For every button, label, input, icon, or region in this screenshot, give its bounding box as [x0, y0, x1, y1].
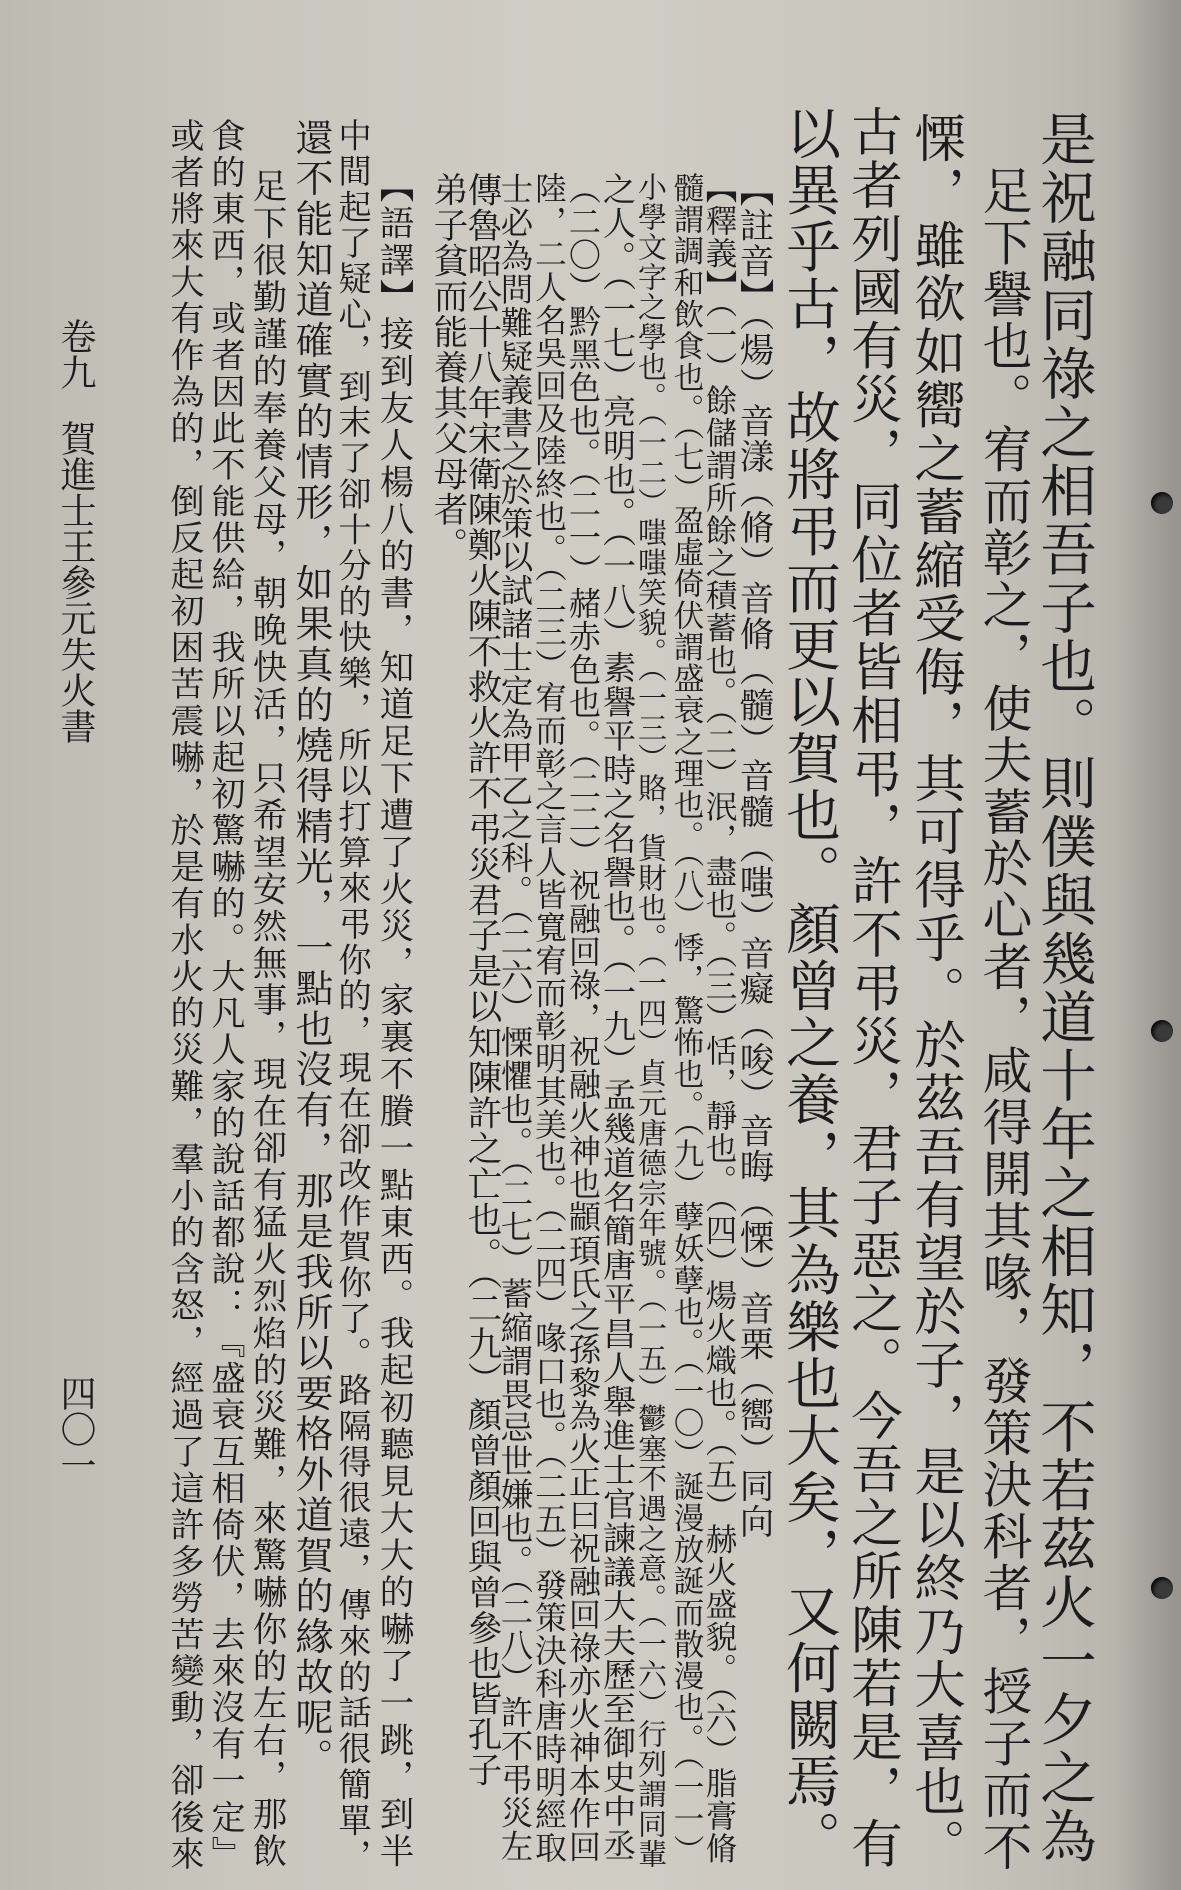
binding-hole	[1151, 1577, 1173, 1599]
translation-column: 足下很勤謹的奉養父母，朝晚快活，只希望安然無事，現在卻有猛火烈焰的災難，來驚嚇你的左右，那飲	[246, 168, 286, 1870]
note-column: 【釋義】（一）餘儲謂所餘之積蓄也。（二）泯，盡也。（三）恬，靜也。（四）煬火熾也。（五）赫火盛貌。（六）脂膏脩	[701, 172, 737, 1865]
page-edge-shadow	[1111, 0, 1181, 1890]
binding-hole	[1151, 492, 1173, 514]
translation-column: 或者將來大有作為的，倒反起初困苦震嚇，於是有水火的災難，羣小的含怒，經過了這許多勞苦變動，卻後來	[164, 118, 204, 1873]
running-title: 賀進士王參元失火書	[55, 420, 96, 744]
page-number: 四〇一	[55, 1375, 96, 1483]
note-column: 陸，二人名吳回及陸終也。（二三）宥而彰之言人皆寬宥而彰明其美也。（二四）喙口也。（二五）發策決科唐時明經取	[530, 172, 568, 1864]
note-column: 小學文字之學也。（一二）嗤嗤笑貌。（一三）賂，貨財也。（一四）貞元唐德宗年號。（一五）鬱塞不遇之意。（一六）行列謂同輩	[634, 172, 668, 1869]
note-column: 【註音】（煬）音漾（脩）音脩（髓）音髓（嗤）音癡（唆）音晦（慄）音栗（嚮）同向	[733, 172, 773, 1540]
translation-column: 食的東西，或者因此不能供給，我所以起初驚嚇的。大凡人家的說話都說：『盛衰互相倚伏，去來沒有一定』	[205, 118, 245, 1873]
binding-hole	[1151, 1020, 1173, 1042]
translation-column: 中間起了疑心，到末了卻十分的快樂，所以打算來弔你的，現在卻改作賀你了。路隔得很遠，傳來的話很簡單，	[333, 118, 372, 1875]
main-text-column: 足下譽也。宥而彰之，使夫蓄於心者，咸得開其喙，發策決科者，授子而不	[975, 165, 1033, 1873]
note-column: 髓謂調和飲食也。（七）盈虛倚伏謂盛衰之理也。（八）悸，驚怖也。（九）孽妖孽也。（一〇）誕漫放誕而散漫也。（一一）	[668, 172, 703, 1867]
note-column: 之人。（一七）亮明也。（一八）素譽平時之名譽也。（一九）孟幾道名簡唐平昌人舉進士官諫議大夫歷至御史中丞	[598, 172, 637, 1862]
note-column: 傳魯昭公十八年宋衛陳鄭火陳不救火許不弔災君子是以知陳許之亡也。（二九）顏曾顏回與曾參也皆孔子	[461, 172, 501, 1788]
main-text-column: 以異乎古，故將弔而更以賀也。顏曾之養，其為樂也大矣，又何闕焉。	[777, 105, 841, 1868]
translation-column: 還不能知道確實的情形，如果真的燒得精光，一點也沒有，那是我所以要格外道賀的緣故呢。	[289, 118, 333, 1779]
main-text-column: 是祝融同祿之相吾子也。則僕與幾道十年之相知，不若茲火一夕之為	[1031, 110, 1096, 1866]
note-column: （二〇）黔黑色也。（二一）赭赤色也。（二二）祝融回祿，祝融火神也顓頊氏之孫黎為火正曰祝融回祿亦火神本作回	[564, 172, 602, 1864]
main-text-column: 慄，雖欲如嚮之蓄縮受侮，其可得乎。於茲吾有望於子，是以終乃大喜也。	[905, 112, 965, 1872]
translation-column: 【語譯】接到友人楊八的書，知道足下遭了火災，家裏不賸一點東西。我起初聽見大大的嚇了一跳，到半	[373, 168, 413, 1870]
volume-label: 卷九	[55, 318, 96, 390]
main-text-column: 古者列國有災，同位者皆相弔，許不弔災，君子惡之。今吾之所陳若是，有	[842, 105, 902, 1871]
note-column: 弟子貧而能養其父母者。	[427, 172, 467, 563]
note-column: 士必為問難疑義書之於策以試諸士定為甲乙之科。（二六）慄懼也。（二七）蓄縮謂畏忌世嫌也。（二八）許不弔災左	[496, 172, 534, 1863]
